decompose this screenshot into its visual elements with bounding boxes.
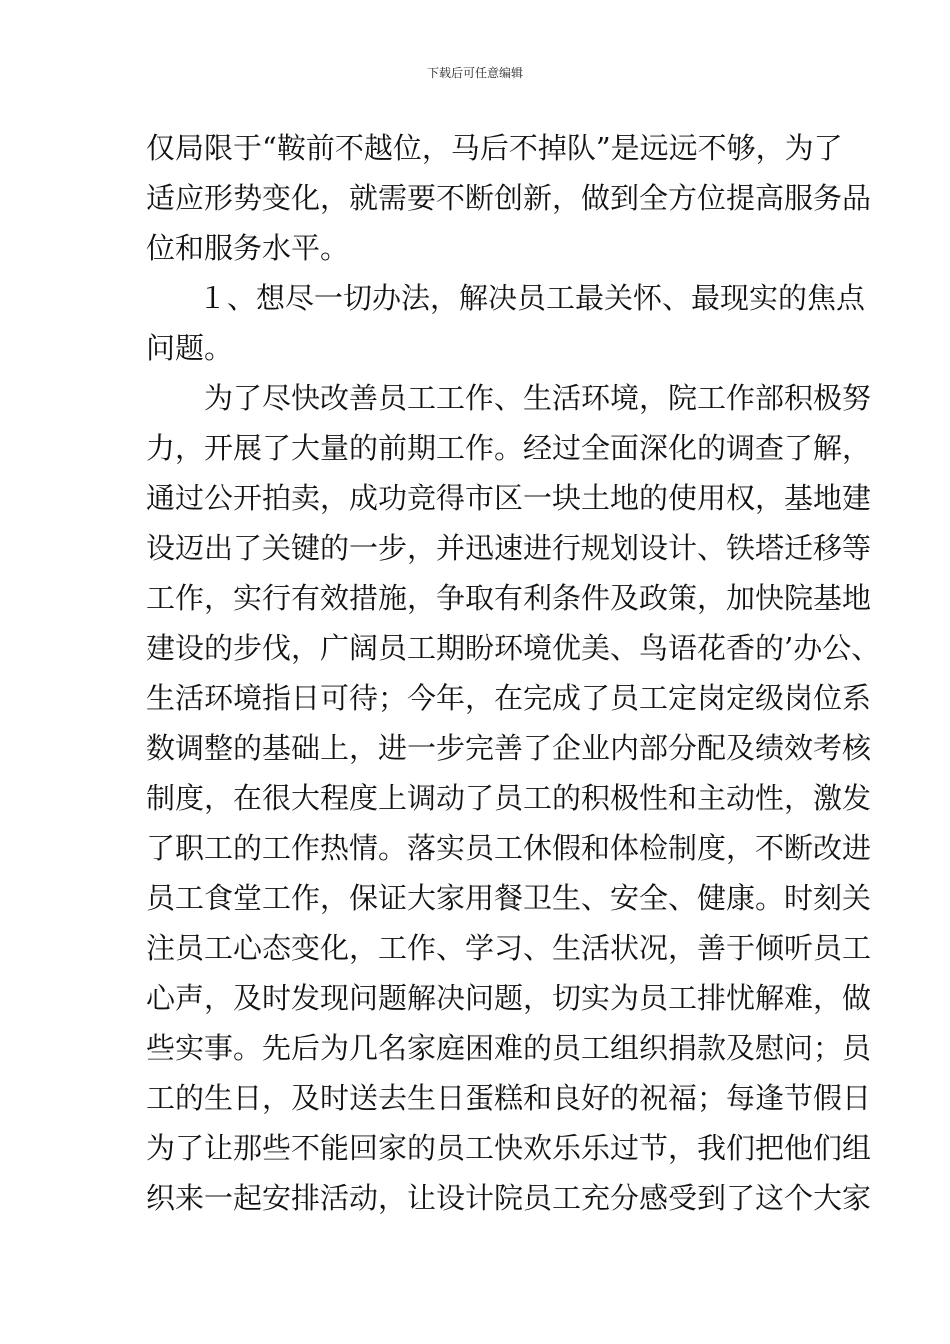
text-line: 建设的步伐，广阔员工期盼环境优美、鸟语花香的’办公、 [146, 631, 881, 665]
document-body [146, 123, 881, 1223]
text-line: 注员工心态变化，工作、学习、生活状况，善于倾听员工 [146, 931, 872, 965]
text-line: 织来一起安排活动，让设计院员工充分感受到了这个大家 [146, 1181, 872, 1215]
text-line: 仅局限于“鞍前不越位，马后不掉队”是远远不够，为了 [146, 131, 843, 165]
text-line: 工的生日，及时送去生日蛋糕和良好的祝福；每逢节假日 [146, 1081, 872, 1115]
text-line: 力，开展了大量的前期工作。经过全面深化的调查了解， [146, 431, 872, 465]
text-line: 了职工的工作热情。落实员工休假和体检制度，不断改进 [146, 831, 872, 865]
text-line: 适应形势变化，就需要不断创新，做到全方位提高服务品 [146, 181, 872, 215]
text-line: 位和服务水平。 [146, 231, 350, 265]
page-header: 下载后可任意编辑 [426, 66, 523, 80]
text-line: 心声，及时发现问题解决问题，切实为员工排忧解难，做 [146, 981, 872, 1015]
text-line: 生活环境指日可待；今年，在完成了员工定岗定级岗位系 [146, 681, 872, 715]
text-line: 员工食堂工作，保证大家用餐卫生、安全、健康。时刻关 [146, 881, 872, 915]
text-line: 设迈出了关键的一步，并迅速进行规划设计、铁塔迁移等 [146, 531, 872, 565]
section-heading-line: １、想尽一切办法，解决员工最关怀、最现实的焦点 [198, 281, 866, 315]
text-line: 些实事。先后为几名家庭困难的员工组织捐款及慰问；员 [146, 1031, 872, 1065]
paragraph-start-line: 为了尽快改善员工工作、生活环境，院工作部积极努 [204, 381, 872, 415]
section-heading-line: 问题。 [146, 331, 234, 365]
text-line: 工作，实行有效措施，争取有利条件及政策，加快院基地 [146, 581, 872, 615]
text-line: 数调整的基础上，进一步完善了企业内部分配及绩效考核 [146, 731, 872, 765]
text-line: 制度，在很大程度上调动了员工的积极性和主动性，激发 [146, 781, 872, 815]
text-line: 为了让那些不能回家的员工快欢乐乐过节，我们把他们组 [146, 1131, 872, 1165]
text-line: 通过公开拍卖，成功竞得市区一块土地的使用权，基地建 [146, 481, 872, 515]
